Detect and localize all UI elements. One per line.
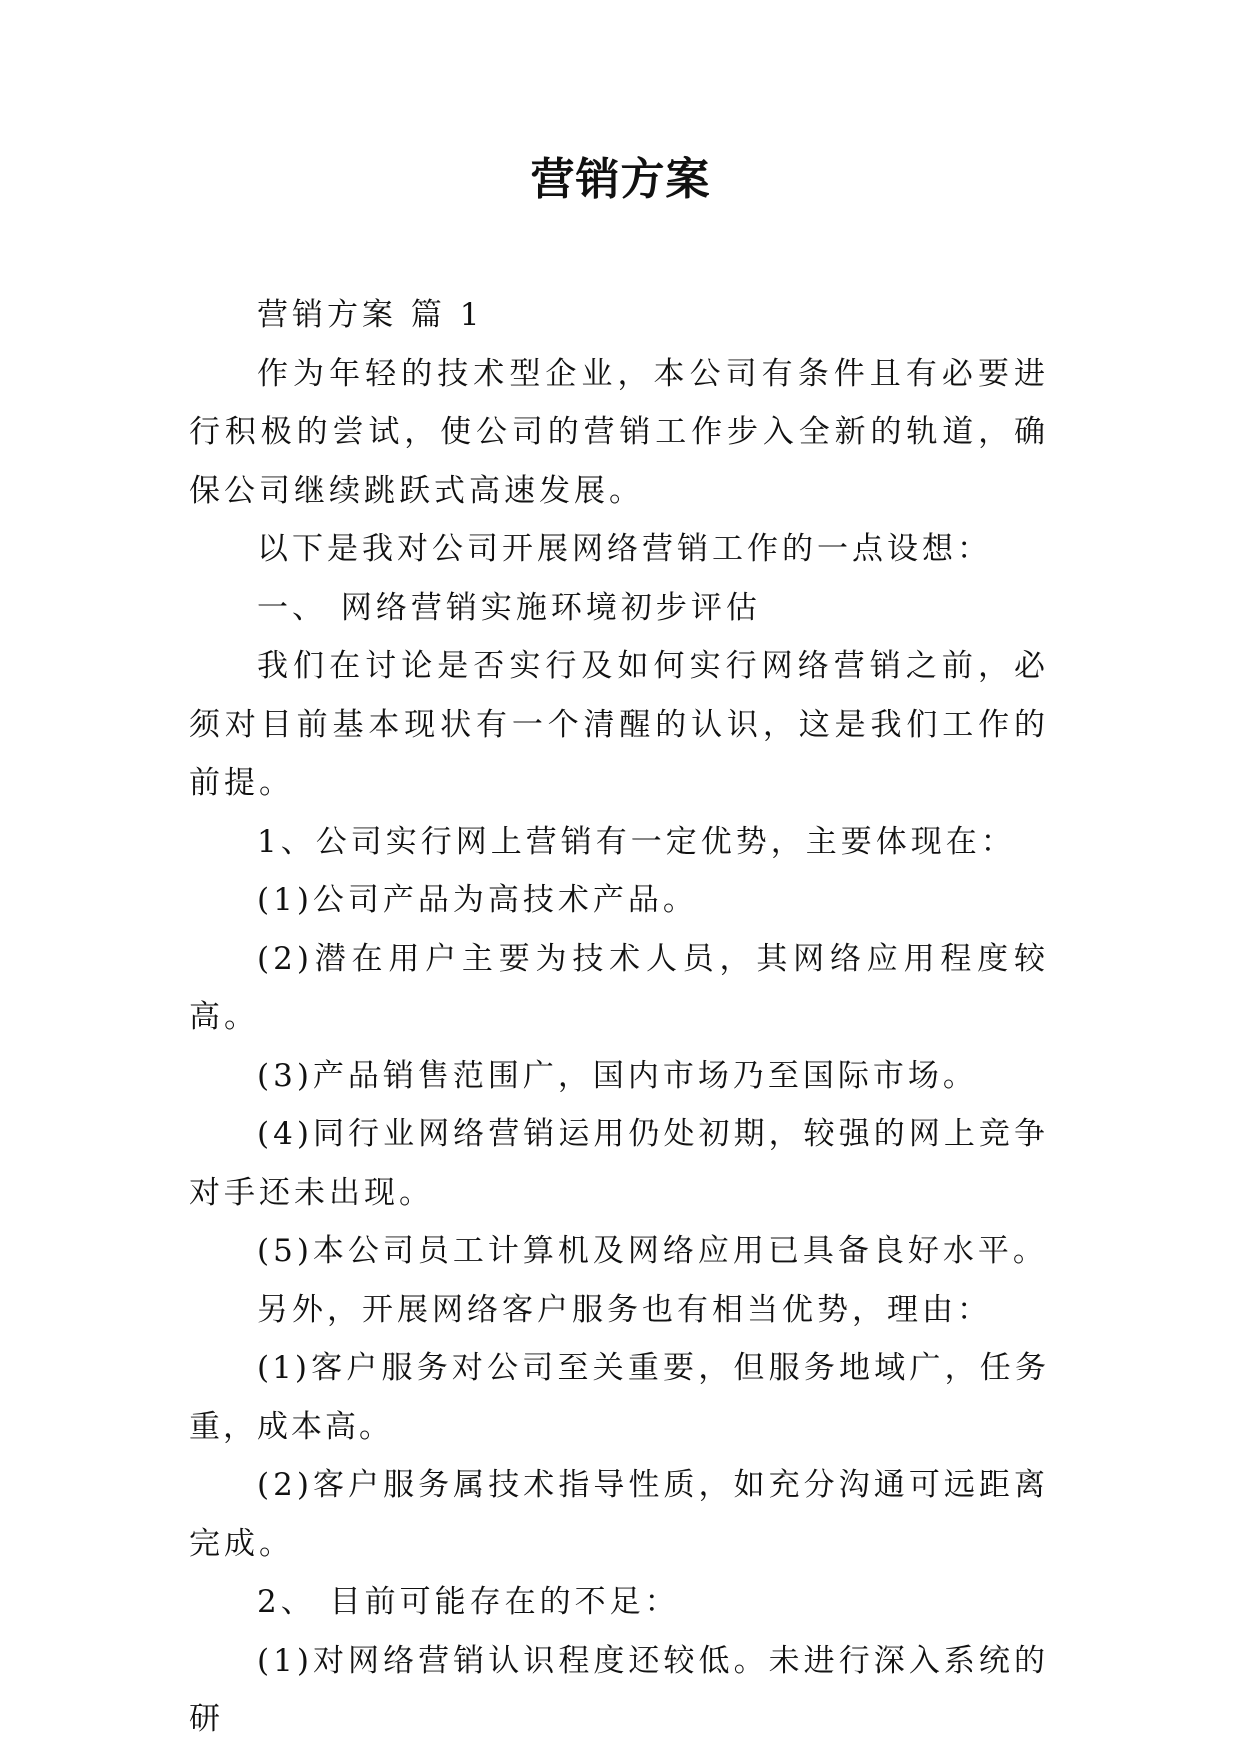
list-item: (2)客户服务属技术指导性质，如充分沟通可远距离完成。 xyxy=(189,1467,1049,1562)
intro-lead-paragraph: 以下是我对公司开展网络营销工作的一点设想： xyxy=(257,531,992,567)
advantages-heading: 1、公司实行网上营销有一定优势，主要体现在： xyxy=(257,823,1016,860)
section-heading: 营销方案 篇 1 xyxy=(257,297,484,333)
list-item: (3)产品销售范围广，国内市场乃至国际市场。 xyxy=(257,1057,978,1094)
list-item: (1)对网络营销认识程度还较低。未进行深入系统的研 xyxy=(189,1642,1049,1737)
document-body xyxy=(189,286,1049,1749)
document-title: 营销方案 xyxy=(530,154,711,205)
list-item: (2)潜在用户主要为技术人员，其网络应用程度较高。 xyxy=(189,940,1049,1035)
assessment-paragraph: 我们在讨论是否实行及如何实行网络营销之前，必须对目前基本现状有一个清醒的认识，这是我们工作的前提。 xyxy=(189,648,1049,801)
list-item: (4)同行业网络营销运用仍处初期，较强的网上竞争对手还未出现。 xyxy=(189,1116,1049,1211)
subsection-heading-1: 一、 网络营销实施环境初步评估 xyxy=(257,589,761,626)
shortcomings-heading: 2、 目前可能存在的不足： xyxy=(257,1584,680,1620)
list-item: (1)公司产品为高技术产品。 xyxy=(257,882,698,918)
intro-paragraph: 作为年轻的技术型企业，本公司有条件且有必要进行积极的尝试，使公司的营销工作步入全新的轨道，确保公司继续跳跃式高速发展。 xyxy=(189,355,1049,509)
service-advantages-heading: 另外，开展网络客户服务也有相当优势，理由： xyxy=(257,1291,992,1328)
list-item: (5)本公司员工计算机及网络应用已具备良好水平。 xyxy=(257,1233,1048,1269)
list-item: (1)客户服务对公司至关重要，但服务地域广，任务重，成本高。 xyxy=(189,1350,1049,1445)
